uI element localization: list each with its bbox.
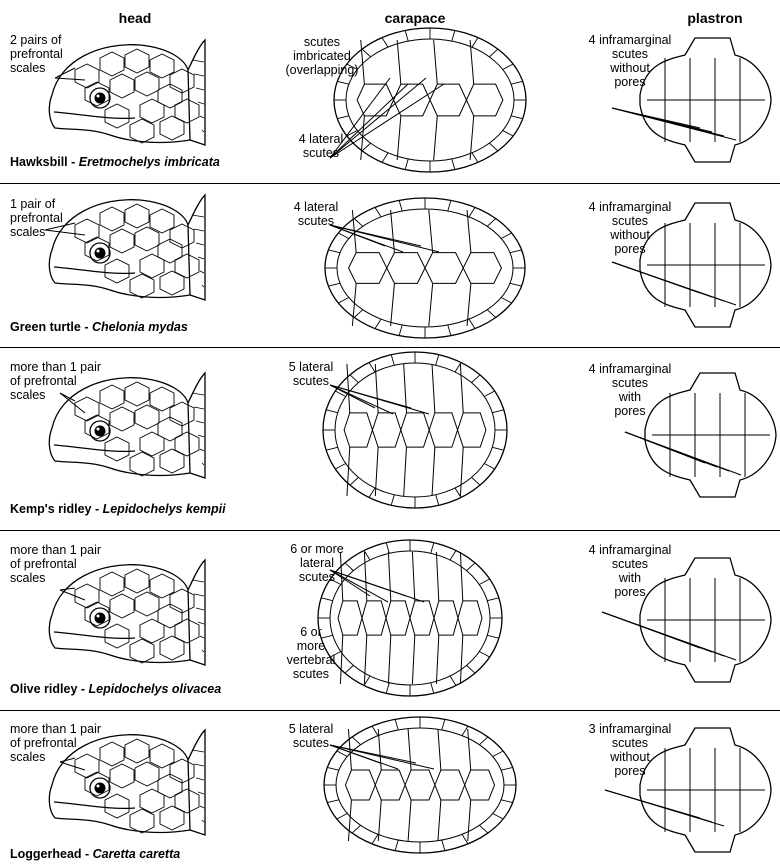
carapace-drawing: [324, 717, 516, 853]
species-scientific-name: Eretmochelys imbricata: [78, 155, 220, 169]
species-scientific-name: Lepidochelys olivacea: [88, 682, 222, 696]
plastron-drawing: [612, 203, 771, 327]
carapace-drawing: [323, 352, 507, 508]
species-common-name: Loggerhead -: [10, 847, 93, 861]
carapace-drawing: [325, 198, 525, 338]
plastron-note: 4 inframarginal scutes with pores: [588, 362, 672, 418]
species-common-name: Hawksbill -: [10, 155, 79, 169]
carapace-note: 6 or more lateral scutes: [290, 542, 344, 584]
species-common-name: Olive ridley -: [10, 682, 89, 696]
carapace-drawing: [318, 540, 502, 696]
plastron-note: 4 inframarginal scutes with pores: [588, 543, 672, 599]
plastron-note: 3 inframarginal scutes without pores: [588, 722, 672, 778]
carapace-note-secondary: 6 or more vertebral scutes: [286, 625, 336, 681]
plastron-column-header: plastron: [687, 10, 743, 26]
species-common-name: Green turtle -: [10, 320, 92, 334]
carapace-note: 4 lateral scutes: [293, 200, 339, 228]
plastron-note: 4 inframarginal scutes without pores: [588, 33, 672, 89]
turtle-head-drawing: [49, 40, 205, 145]
prefrontal-scales-note: 2 pairs of prefrontal scales: [10, 33, 63, 75]
plastron-drawing: [605, 728, 771, 852]
plastron-drawing: [625, 373, 776, 497]
turtle-head-drawing: [49, 373, 205, 478]
carapace-drawing: [330, 28, 526, 172]
species-common-name: Kemp's ridley -: [10, 502, 103, 516]
carapace-column-header: carapace: [384, 10, 446, 26]
plastron-drawing: [602, 558, 771, 682]
carapace-note: 5 lateral scutes: [288, 722, 334, 750]
species-scientific-name: Chelonia mydas: [91, 320, 188, 334]
carapace-note: 5 lateral scutes: [288, 360, 334, 388]
carapace-note: scutes imbricated (overlapping): [285, 35, 359, 77]
prefrontal-scales-note: 1 pair of prefrontal scales: [10, 197, 63, 239]
turtle-head-drawing: [45, 195, 205, 300]
turtle-head-drawing: [49, 560, 205, 665]
plastron-drawing: [612, 38, 771, 162]
prefrontal-scales-note: more than 1 pair of prefrontal scales: [10, 543, 102, 585]
prefrontal-scales-note: more than 1 pair of prefrontal scales: [10, 360, 102, 402]
head-column-header: head: [118, 10, 152, 26]
plastron-note: 4 inframarginal scutes without pores: [588, 200, 672, 256]
turtle-head-drawing: [49, 730, 205, 835]
carapace-note-secondary: 4 lateral scutes: [298, 132, 344, 160]
species-scientific-name: Lepidochelys kempii: [102, 502, 226, 516]
species-scientific-name: Caretta caretta: [92, 847, 181, 861]
prefrontal-scales-note: more than 1 pair of prefrontal scales: [10, 722, 102, 764]
